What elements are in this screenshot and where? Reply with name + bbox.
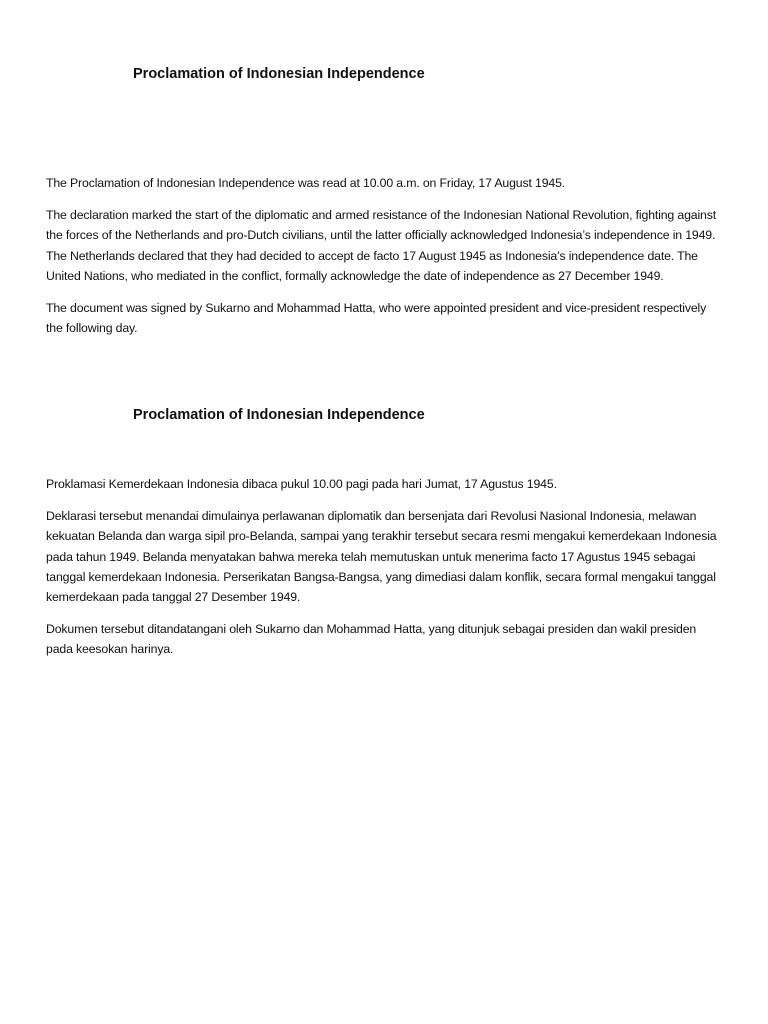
english-paragraph-1: The Proclamation of Indonesian Independence was read at 10.00 a.m. on Friday, 17 August 1945.: [46, 176, 566, 190]
english-paragraph-3: The document was signed by Sukarno and Mohammad Hatta, who were appointed president and vice-president respectively the following day.: [46, 301, 707, 336]
english-paragraph-2: The declaration marked the start of the diplomatic and armed resistance of the Indonesian National Revolution, fighting against the forces of the Netherlands and pro-Dutch civilians, until the latter officially acknowledged Indonesia’s independence in 1949. The Netherlands declared that they had decided to accept de facto 17 August 1945 as Indonesia’s independence date. The United Nations, who mediated in the conflict, formally acknowledge the date of independence as 27 December 1949.: [46, 208, 716, 283]
indonesian-paragraph-2: Deklarasi tersebut menandai dimulainya perlawanan diplomatik dan bersenjata dari Revolusi Nasional Indonesia, melawan kekuatan Belanda dan warga sipil pro-Belanda, sampai yang terakhir tersebut secara resmi mengakui kemerdekaan Indonesia pada tahun 1949. Belanda menyatakan bahwa mereka telah memutuskan untuk menerima facto 17 Agustus 1945 sebagai tanggal kemerdekaan Indonesia. Perserikatan Bangsa-Bangsa, yang dimediasi dalam konflik, secara formal mengakui tanggal kemerdekaan pada tanggal 27 Desember 1949.: [46, 509, 717, 605]
indonesian-paragraph-3: Dokumen tersebut ditandatangani oleh Sukarno dan Mohammad Hatta, yang ditunjuk sebagai presiden dan wakil presiden pada keesokan harinya.: [46, 622, 697, 657]
indonesian-title: Proclamation of Indonesian Independence: [133, 407, 425, 423]
english-section: [46, 173, 726, 350]
indonesian-section: [46, 474, 726, 672]
indonesian-paragraph-1: Proklamasi Kemerdekaan Indonesia dibaca pukul 10.00 pagi pada hari Jumat, 17 Agustus 1945.: [46, 477, 557, 491]
english-title: Proclamation of Indonesian Independence: [133, 66, 425, 82]
